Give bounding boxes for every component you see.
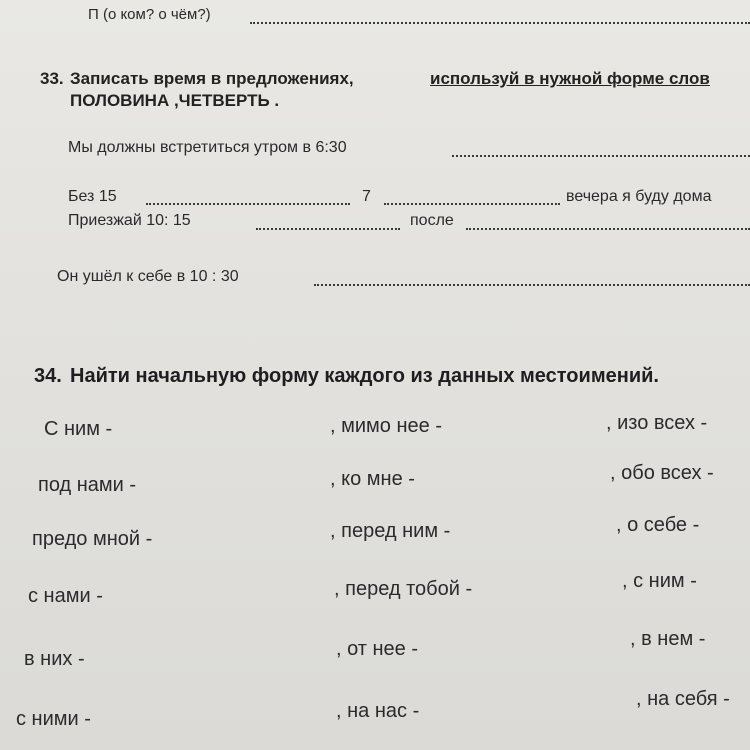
pronoun-item: с нами - <box>28 585 103 607</box>
task33-number: 33. <box>40 69 64 88</box>
pronoun-item: , мимо нее - <box>330 415 442 437</box>
pronoun-item: под нами - <box>38 474 137 496</box>
answer-line-2a <box>146 203 350 205</box>
answer-line-2b <box>384 203 560 205</box>
task33-line2-b: 7 <box>362 188 371 205</box>
task33-line3-a: Приезжай 10: 15 <box>68 212 191 229</box>
task33-title-b: используй в нужной форме слов <box>430 69 710 88</box>
task33-title-a: Записать время в предложениях, <box>70 69 354 88</box>
answer-line-4 <box>314 284 750 286</box>
task33-line4: Он ушёл к себе в 10 : 30 <box>57 268 239 285</box>
header-question-line: П (о ком? о чём?) <box>88 6 211 23</box>
header-dotted-line <box>250 22 750 24</box>
pronoun-item: в них - <box>24 648 85 670</box>
pronoun-item: , в нем - <box>630 628 706 650</box>
answer-line-3b <box>466 228 750 230</box>
pronoun-item: , ко мне - <box>330 468 415 490</box>
task33-line2-c: вечера я буду дома <box>566 188 712 205</box>
pronoun-item: , на себя - <box>636 688 730 710</box>
pronoun-item: предо мной - <box>32 528 153 550</box>
answer-line-3a <box>256 228 400 230</box>
pronoun-item: , перед тобой - <box>334 578 473 600</box>
task34-number: 34. <box>34 365 62 387</box>
task33-line3-b: после <box>410 212 454 229</box>
pronoun-item: , о себе - <box>616 514 700 536</box>
answer-line-1 <box>452 155 750 157</box>
pronoun-item: С ним - <box>44 418 113 440</box>
pronoun-item: , от нее - <box>336 638 419 660</box>
task34-title: Найти начальную форму каждого из данных местоимений. <box>70 365 659 387</box>
task33-line2-a: Без 15 <box>68 188 117 205</box>
task33-line1: Мы должны встретиться утром в 6:30 <box>68 139 347 156</box>
pronoun-item: , на нас - <box>336 700 420 722</box>
pronoun-item: , перед ним - <box>330 520 451 542</box>
pronoun-item: , обо всех - <box>610 462 714 484</box>
pronoun-item: с ними - <box>16 708 91 730</box>
task33-title-c: ПОЛОВИНА ,ЧЕТВЕРТЬ . <box>70 91 280 110</box>
pronoun-item: , с ним - <box>622 570 697 592</box>
pronoun-item: , изо всех - <box>606 412 708 434</box>
